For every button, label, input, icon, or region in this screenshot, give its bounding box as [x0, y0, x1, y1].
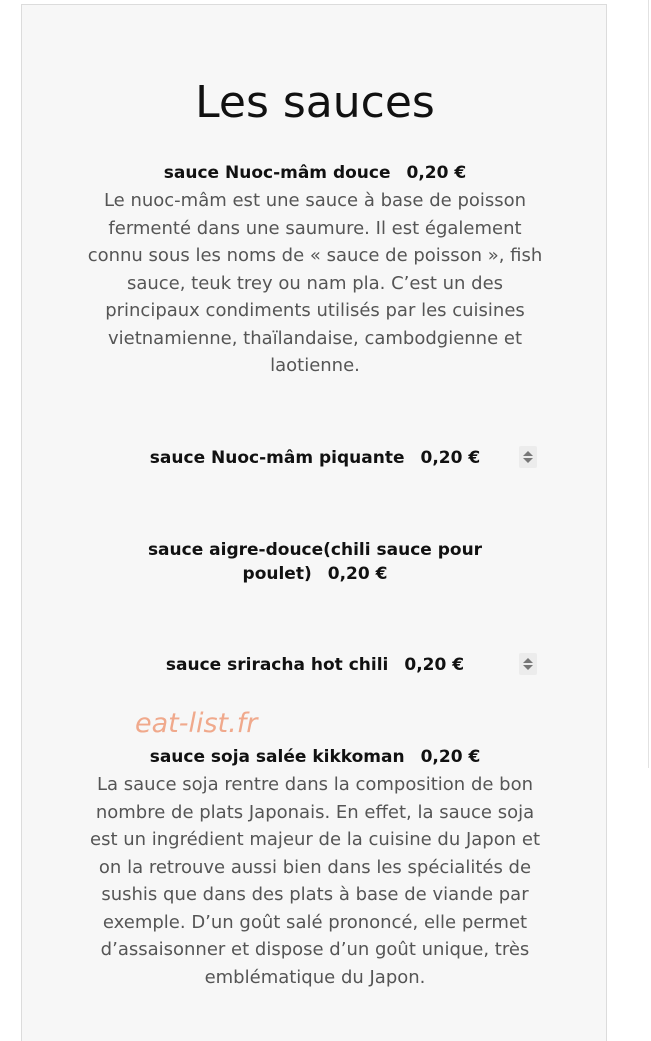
menu-panel	[21, 4, 607, 1041]
menu-item-aigre-douce	[22, 538, 608, 586]
menu-item-name: sauce Nuoc-mâm douce	[163, 163, 391, 183]
chevron-down-icon[interactable]	[523, 458, 533, 463]
menu-item-price: 0,20 €	[404, 655, 465, 675]
menu-item-header	[22, 745, 608, 769]
menu-item-soja-kikkoman	[22, 745, 608, 991]
watermark: eat-list.fr	[135, 708, 258, 739]
chevron-down-icon[interactable]	[523, 665, 533, 670]
menu-item-name: sauce aigre-douce(chili sauce pour poulet)	[147, 540, 483, 584]
menu-item-price: 0,20 €	[406, 163, 467, 183]
menu-item-price: 0,20 €	[420, 747, 481, 767]
menu-item-name: sauce Nuoc-mâm piquante	[149, 448, 405, 468]
page-divider	[648, 0, 649, 768]
menu-item-nuoc-mam-douce	[22, 161, 608, 380]
quantity-stepper[interactable]	[519, 653, 537, 675]
chevron-up-icon[interactable]	[523, 451, 533, 456]
menu-item-name: sauce soja salée kikkoman	[149, 747, 405, 767]
menu-item-description: La sauce soja rentre dans la composition de bon nombre de plats Japonais. En effet, la sauce soja est un ingrédient majeur de la cuisine du Japon et on la retrouve aussi bien dans les spécialités de sushis que dans des plats à base de viande par exemple. D’un goût salé prononcé, elle permet d’assaisonner et dispose d’un goût unique, très emblématique du Japon.	[90, 774, 540, 988]
menu-item-header	[22, 161, 608, 185]
menu-item-name: sauce sriracha hot chili	[165, 655, 389, 675]
menu-item-description: Le nuoc-mâm est une sauce à base de poisson fermenté dans une saumure. Il est également connu sous les noms de « sauce de poisson », fish sauce, teuk trey ou nam pla. C’est un des principaux condiments utilisés par les cuisines vietnamienne, thaïlandaise, cambodgienne et laotienne.	[87, 190, 543, 376]
chevron-up-icon[interactable]	[523, 658, 533, 663]
menu-item-header	[90, 538, 540, 586]
quantity-stepper[interactable]	[519, 446, 537, 468]
menu-item-price: 0,20 €	[420, 448, 481, 468]
menu-item-price: 0,20 €	[327, 564, 388, 584]
page-title: Les sauces	[195, 77, 435, 128]
